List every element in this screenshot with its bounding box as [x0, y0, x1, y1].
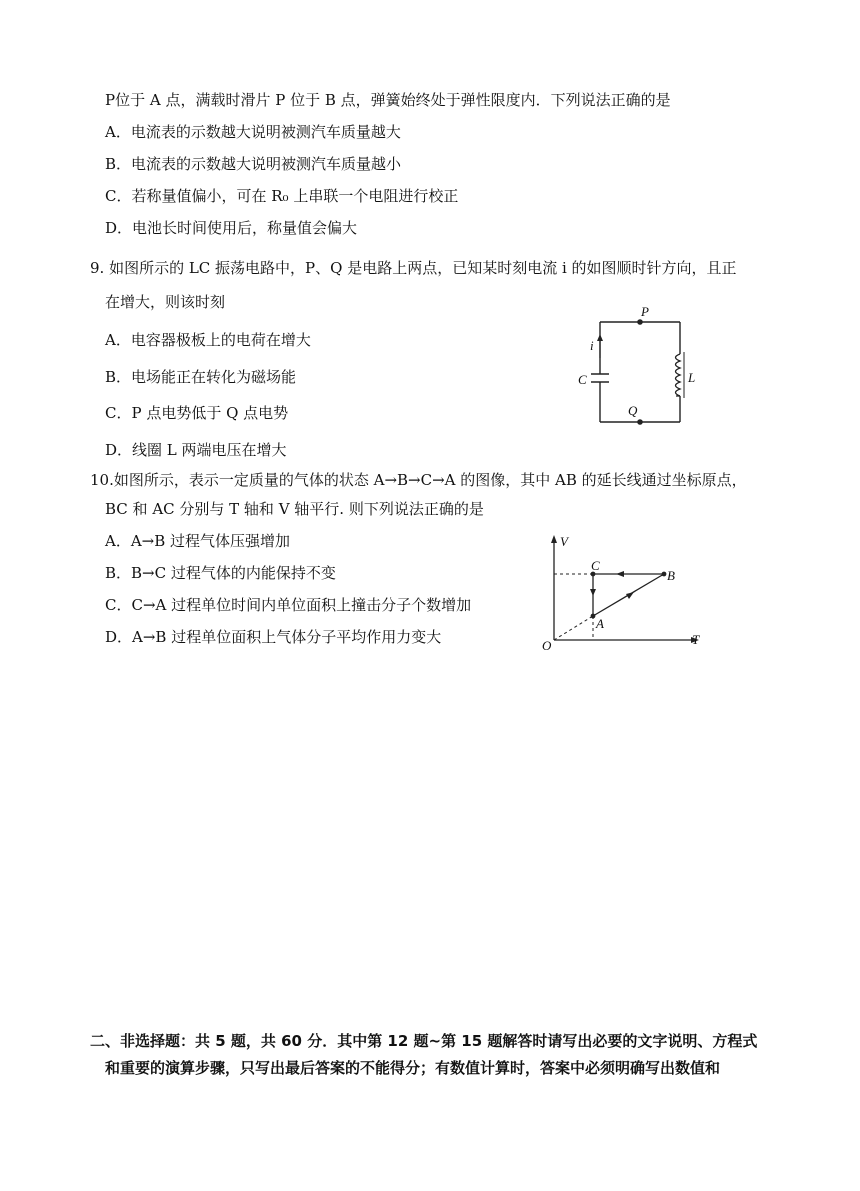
q10-option-a: A．A→B 过程气体压强增加: [105, 532, 291, 550]
label-i: i: [590, 338, 594, 353]
point-b-label: B: [667, 568, 675, 583]
point-c-label: C: [591, 558, 600, 573]
origin-label: O: [542, 638, 552, 653]
q10-stem-line1: 10.如图所示，表示一定质量的气体的状态 A→B→C→A 的图像，其中 AB 的延长线通过坐标原点，: [90, 471, 747, 489]
vt-graph-figure: [538, 532, 708, 654]
q9-stem-line1: 9. 如图所示的 LC 振荡电路中，P、Q 是电路上两点，已知某时刻电流 i 的如图顺时针方向，且正: [90, 259, 737, 277]
q8-option-d: D．电池长时间使用后，称量值会偏大: [105, 219, 358, 237]
q8-option-c: C．若称量值偏小，可在 R₀ 上串联一个电阻进行校正: [105, 187, 459, 205]
point-a-label: A: [596, 616, 604, 631]
q10-stem-line2: BC 和 AC 分别与 T 轴和 V 轴平行. 则下列说法正确的是: [105, 500, 484, 518]
axis-v-label: V: [560, 534, 568, 549]
q9-stem-line2: 在增大，则该时刻: [105, 293, 226, 311]
q8-option-b: B．电流表的示数越大说明被测汽车质量越小: [105, 155, 402, 173]
q10-option-b: B．B→C 过程气体的内能保持不变: [105, 564, 336, 582]
q9-option-a: A．电容器极板上的电荷在增大: [105, 331, 311, 349]
section2-line1: 二、非选择题：共 5 题，共 60 分．其中第 12 题~第 15 题解答时请写出必要的文字说明、方程式: [90, 1032, 758, 1050]
section2-line2: 和重要的演算步骤，只写出最后答案的不能得分；有数值计算时，答案中必须明确写出数值和: [105, 1059, 721, 1077]
q8-option-a: A．电流表的示数越大说明被测汽车质量越大: [105, 123, 401, 141]
q9-option-b: B．电场能正在转化为磁场能: [105, 368, 297, 386]
q10-option-c: C．C→A 过程单位时间内单位面积上撞击分子个数增加: [105, 596, 472, 614]
label-l: L: [688, 370, 696, 385]
label-q: Q: [628, 403, 638, 418]
q9-option-d: D．线圈 L 两端电压在增大: [105, 441, 287, 459]
q9-option-c: C．P 点电势低于 Q 点电势: [105, 404, 289, 422]
q10-option-d: D．A→B 过程单位面积上气体分子平均作用力变大: [105, 628, 442, 646]
label-c: C: [578, 372, 587, 387]
label-p: P: [641, 304, 649, 319]
q8-intro: P位于 A 点，满载时滑片 P 位于 B 点，弹簧始终处于弹性限度内．下列说法正确的是: [105, 91, 671, 109]
lc-circuit-figure: [570, 300, 700, 432]
axis-t-label: T: [692, 632, 700, 647]
